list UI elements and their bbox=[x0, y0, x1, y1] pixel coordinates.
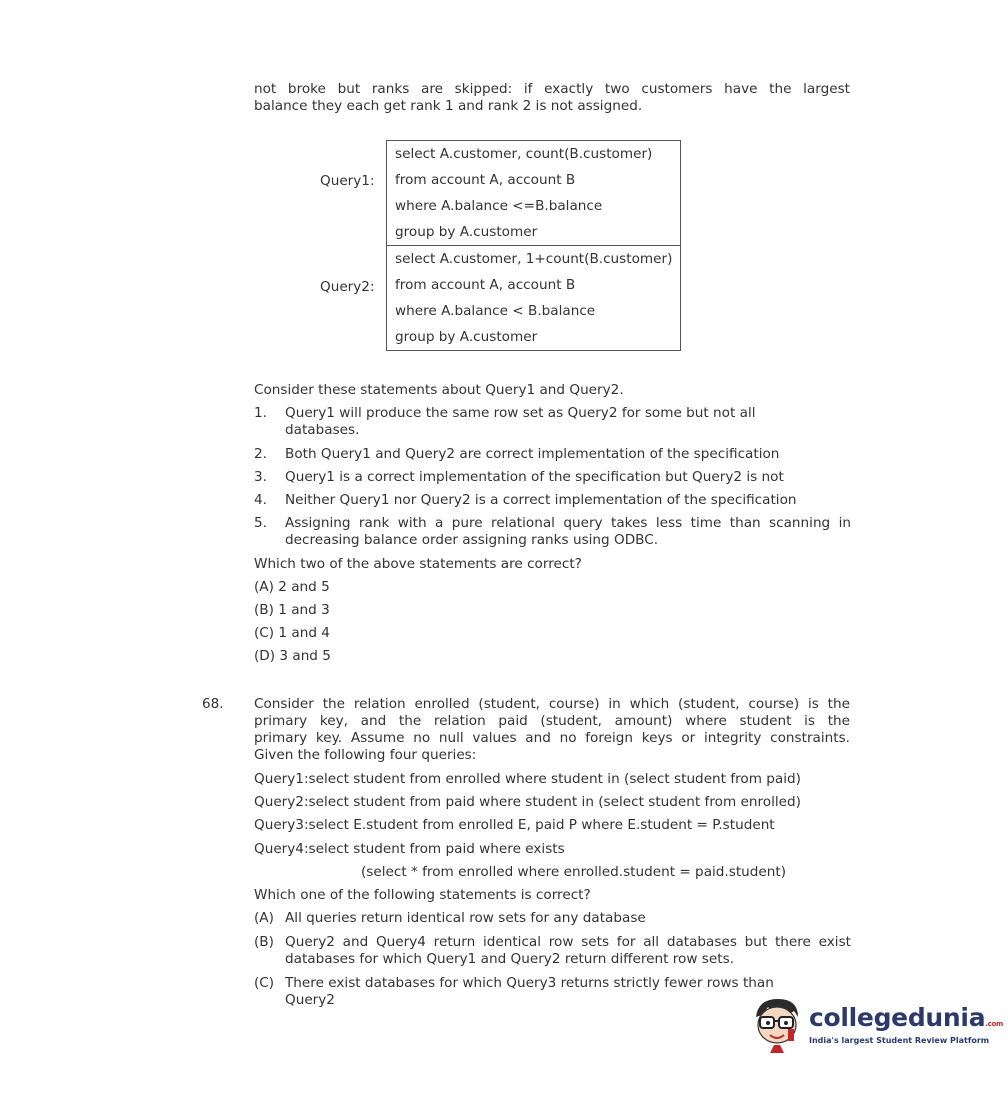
mascot-icon bbox=[748, 995, 808, 1057]
q68-query-3: Query3:select E.student from enrolled E, paid P where E.student = P.student bbox=[254, 817, 775, 833]
query2-line: select A.customer, 1+count(B.customer) bbox=[387, 246, 681, 273]
q68-option-label: (B) bbox=[254, 934, 274, 950]
statement-3: Query1 is a correct implementation of the specification but Query2 is not bbox=[285, 469, 784, 485]
statement-number: 2. bbox=[254, 446, 267, 462]
q68-option-b bbox=[285, 934, 851, 968]
query1-line: group by A.customer bbox=[387, 219, 681, 246]
q68-option-label: (C) bbox=[254, 975, 275, 991]
option-line: databases for which Query1 and Query2 return different row sets. bbox=[285, 951, 734, 967]
q68-stem-line: primary key. Assume no null values and no foreign keys or integrity constraints. bbox=[254, 730, 850, 746]
logo-tagline: India's largest Student Review Platform bbox=[809, 1036, 990, 1045]
query-table bbox=[386, 140, 681, 351]
statement-5 bbox=[285, 515, 851, 549]
q68-option-a: All queries return identical row sets for any database bbox=[285, 910, 646, 926]
option-line: There exist databases for which Query3 returns strictly fewer rows than bbox=[285, 975, 774, 991]
intro-text bbox=[254, 81, 850, 115]
q68-query-4-cont: (select * from enrolled where enrolled.student = paid.student) bbox=[361, 864, 787, 880]
query1-line: where A.balance <=B.balance bbox=[387, 193, 681, 219]
query2-line: where A.balance < B.balance bbox=[387, 298, 681, 324]
q67-question: Which two of the above statements are correct? bbox=[254, 556, 582, 572]
q67-option-c: (C) 1 and 4 bbox=[254, 625, 330, 641]
q68-query-4: Query4:select student from paid where exists bbox=[254, 841, 565, 857]
statement-number: 4. bbox=[254, 492, 267, 508]
query2-line: group by A.customer bbox=[387, 324, 681, 351]
q67-option-a: (A) 2 and 5 bbox=[254, 579, 330, 595]
statement-line: decreasing balance order assigning ranks using ODBC. bbox=[285, 532, 659, 548]
q68-query-2: Query2:select student from paid where student in (select student from enrolled) bbox=[254, 794, 801, 810]
q68-query-1: Query1:select student from enrolled where student in (select student from paid) bbox=[254, 771, 801, 787]
q68-stem bbox=[254, 696, 850, 764]
q68-option-label: (A) bbox=[254, 910, 274, 926]
option-line: Query2 and Query4 return identical row sets for all databases but there exist bbox=[285, 934, 851, 950]
q67-option-b: (B) 1 and 3 bbox=[254, 602, 330, 618]
query2-line: from account A, account B bbox=[387, 272, 681, 298]
logo-suffix: .com bbox=[985, 1020, 1003, 1028]
q67-stem: Consider these statements about Query1 and Query2. bbox=[254, 382, 624, 398]
query1-line: from account A, account B bbox=[387, 167, 681, 193]
q67-option-d: (D) 3 and 5 bbox=[254, 648, 331, 664]
query2-label: Query2: bbox=[320, 279, 375, 295]
statement-number: 1. bbox=[254, 405, 267, 421]
q68-number: 68. bbox=[202, 696, 224, 712]
statement-line: Query1 will produce the same row set as Query2 for some but not all bbox=[285, 405, 756, 421]
logo-wordmark bbox=[809, 1003, 1003, 1032]
intro-line-1: not broke but ranks are skipped: if exactly two customers have the largest bbox=[254, 81, 850, 97]
q68-stem-line: Consider the relation enrolled (student, course) in which (student, course) is the bbox=[254, 696, 850, 712]
statement-2: Both Query1 and Query2 are correct implementation of the specification bbox=[285, 446, 780, 462]
statement-number: 5. bbox=[254, 515, 267, 531]
statement-number: 3. bbox=[254, 469, 267, 485]
q68-stem-line: Given the following four queries: bbox=[254, 747, 477, 763]
statement-4: Neither Query1 nor Query2 is a correct implementation of the specification bbox=[285, 492, 797, 508]
intro-line-2: balance they each get rank 1 and rank 2 is not assigned. bbox=[254, 98, 643, 114]
statement-line: Assigning rank with a pure relational query takes less time than scanning in bbox=[285, 515, 851, 531]
q68-stem-line: primary key, and the relation paid (student, amount) where student is the bbox=[254, 713, 850, 729]
logo-name: collegedunia bbox=[809, 1003, 986, 1032]
statement-1 bbox=[285, 405, 851, 439]
q68-question: Which one of the following statements is correct? bbox=[254, 887, 591, 903]
query1-label: Query1: bbox=[320, 173, 375, 189]
option-line: Query2 bbox=[285, 992, 335, 1008]
query1-line: select A.customer, count(B.customer) bbox=[387, 141, 681, 168]
statement-line: databases. bbox=[285, 422, 360, 438]
